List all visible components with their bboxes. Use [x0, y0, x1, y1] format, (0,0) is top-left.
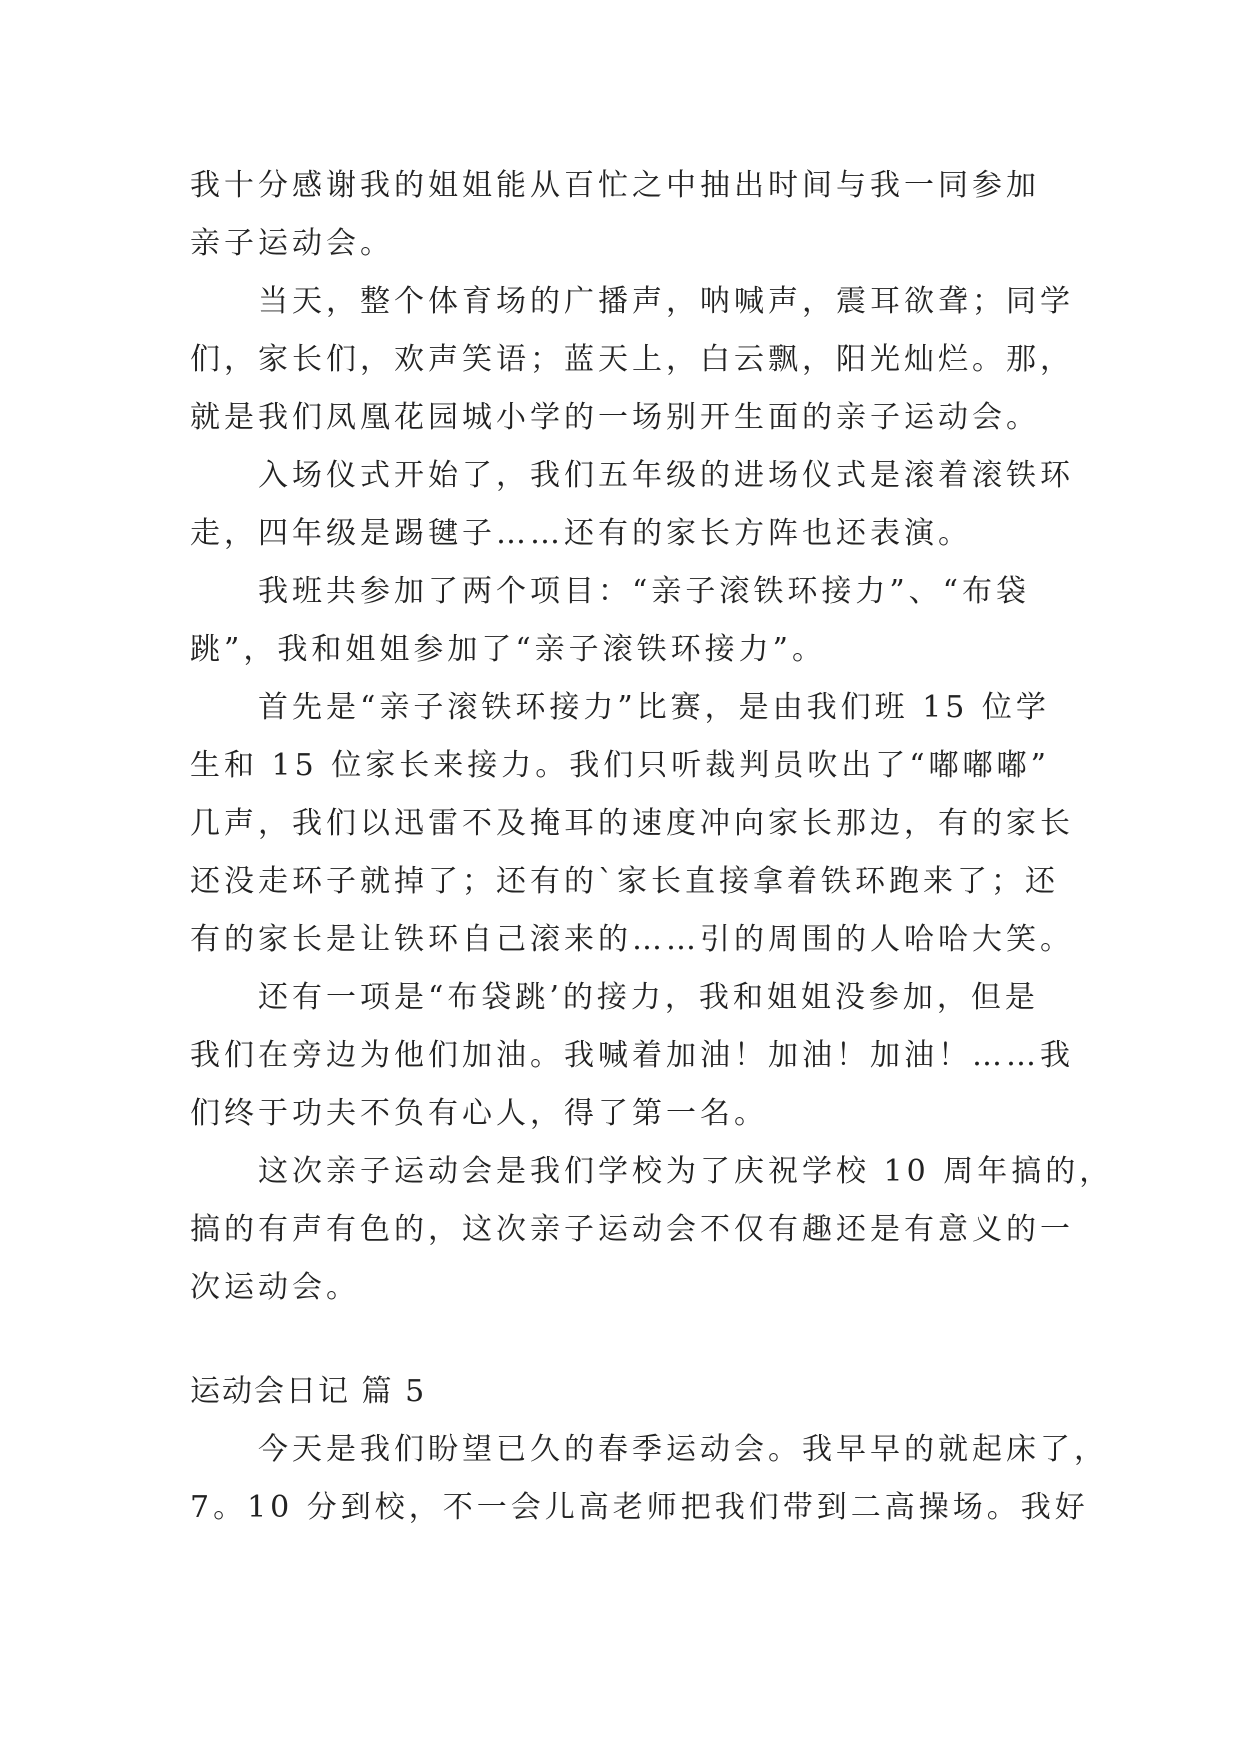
text-line: 几声，我们以迅雷不及掩耳的速度冲向家长那边，有的家长 [190, 806, 1074, 841]
text-line: 首先是“亲子滚铁环接力”比赛，是由我们班 15 位学 [258, 690, 1050, 725]
text-line: 就是我们凤凰花园城小学的一场别开生面的亲子运动会。 [190, 400, 1040, 435]
paragraph [190, 969, 1074, 1143]
text-line: 生和 15 位家长来接力。我们只听裁判员吹出了“嘟嘟嘟” [190, 748, 1050, 783]
text-line: 有的家长是让铁环自己滚来的……引的周围的人哈哈大笑。 [190, 922, 1074, 957]
paragraph [190, 273, 1074, 447]
text-line: 我十分感谢我的姐姐能从百忙之中抽出时间与我一同参加 [190, 168, 1040, 203]
text-line: 次运动会。 [190, 1270, 360, 1305]
text-line: 亲子运动会。 [190, 226, 394, 261]
text-line: 7。10 分到校，不一会儿高老师把我们带到二高操场。我好 [190, 1490, 1089, 1525]
section-spacer [190, 1317, 1070, 1363]
text-line: 入场仪式开始了，我们五年级的进场仪式是滚着滚铁环 [258, 458, 1074, 493]
text-line: 今天是我们盼望已久的春季运动会。我早早的就起床了， [258, 1432, 1108, 1467]
text-line: 走，四年级是踢毽子……还有的家长方阵也还表演。 [190, 516, 972, 551]
text-line: 搞的有声有色的，这次亲子运动会不仅有趣还是有意义的一 [190, 1212, 1074, 1247]
text-line: 还有一项是“布袋跳’的接力，我和姐姐没参加，但是 [258, 980, 1039, 1015]
text-line: 我们在旁边为他们加油。我喊着加油！加油！加油！……我 [190, 1038, 1074, 1073]
text-line: 这次亲子运动会是我们学校为了庆祝学校 10 周年搞的， [258, 1154, 1114, 1189]
paragraph [190, 1421, 1108, 1537]
text-line: 还没走环子就掉了；还有的`家长直接拿着铁环跑来了；还 [190, 864, 1059, 899]
text-line: 们终于功夫不负有心人，得了第一名。 [190, 1096, 768, 1131]
paragraph [190, 157, 1070, 273]
paragraph [190, 447, 1074, 563]
paragraph [190, 679, 1074, 969]
text-line: 跳”，我和姐姐参加了“亲子滚铁环接力”。 [190, 632, 827, 667]
text-line: 当天，整个体育场的广播声，呐喊声，震耳欲聋；同学 [258, 284, 1074, 319]
paragraph [190, 1143, 1114, 1317]
document-page [190, 157, 1114, 1537]
section-heading: 运动会日记 篇 5 [190, 1374, 427, 1409]
text-line: 我班共参加了两个项目：“亲子滚铁环接力”、“布袋 [258, 574, 1031, 609]
text-line: 们，家长们，欢声笑语；蓝天上，白云飘，阳光灿烂。那， [190, 342, 1074, 377]
paragraph [190, 563, 1070, 679]
